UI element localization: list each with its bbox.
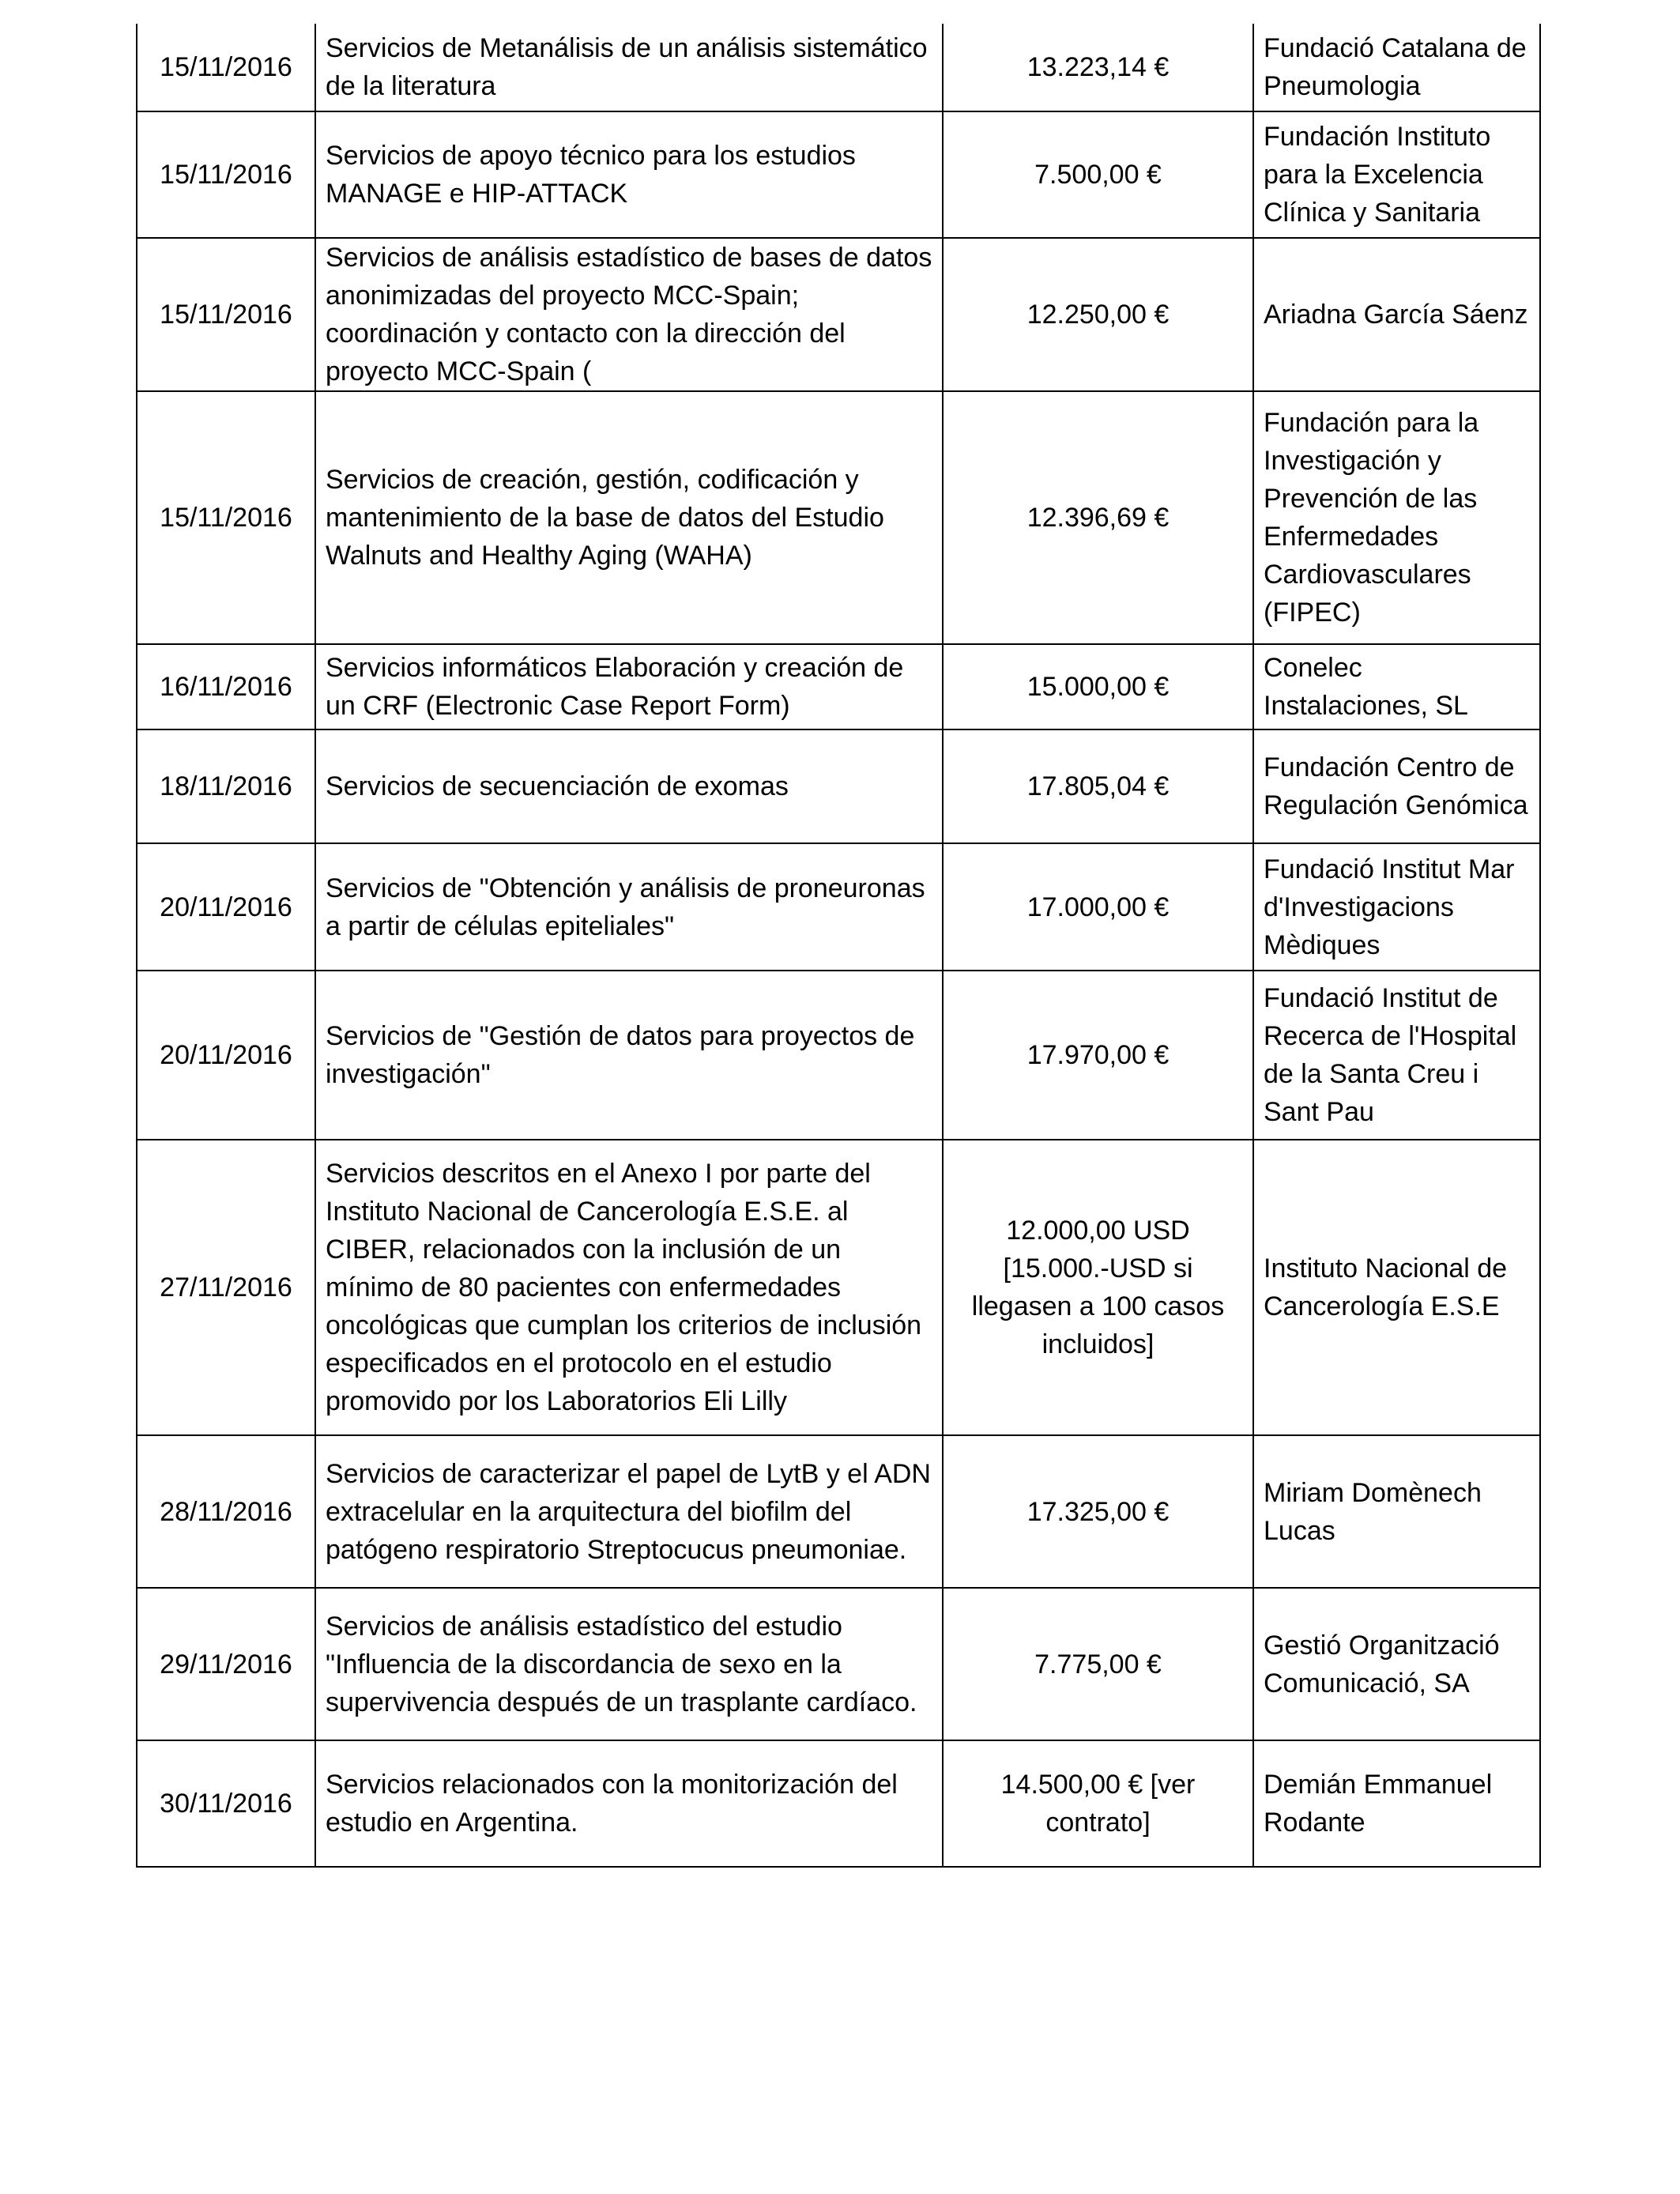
- provider-cell: Fundación Centro de Regulación Genómica: [1253, 729, 1540, 843]
- amount-cell: 12.000,00 USD [15.000.-USD si llegasen a 100 casos incluidos]: [943, 1140, 1253, 1435]
- date-cell: 20/11/2016: [137, 843, 315, 971]
- table-row: [137, 238, 1540, 391]
- amount-cell: 12.250,00 €: [943, 238, 1253, 391]
- provider-cell: Gestió Organització Comunicació, SA: [1253, 1588, 1540, 1740]
- description-cell: Servicios informáticos Elaboración y creación de un CRF (Electronic Case Report Form): [315, 644, 943, 729]
- date-cell: 15/11/2016: [137, 24, 315, 111]
- description-cell: Servicios descritos en el Anexo I por parte del Instituto Nacional de Cancerología E.S.E. al CIBER, relacionados con la inclusión de un mínimo de 80 pacientes con enfermedades oncológicas que cumplan los criterios de inclusión especificados en el protocolo en el estudio promovido por los Laboratorios Eli Lilly: [315, 1140, 943, 1435]
- description-cell: Servicios relacionados con la monitorización del estudio en Argentina.: [315, 1740, 943, 1867]
- description-cell: Servicios de análisis estadístico de bases de datos anonimizadas del proyecto MCC-Spain; coordinación y contacto con la dirección del proyecto MCC-Spain (: [315, 238, 943, 391]
- description-cell: Servicios de creación, gestión, codificación y mantenimiento de la base de datos del Estudio Walnuts and Healthy Aging (WAHA): [315, 391, 943, 644]
- date-cell: 15/11/2016: [137, 111, 315, 238]
- table-row: [137, 729, 1540, 843]
- date-cell: 27/11/2016: [137, 1140, 315, 1435]
- date-cell: 20/11/2016: [137, 971, 315, 1140]
- table-row: [137, 843, 1540, 971]
- amount-cell: 13.223,14 €: [943, 24, 1253, 111]
- provider-cell: Conelec Instalaciones, SL: [1253, 644, 1540, 729]
- table-row: [137, 1740, 1540, 1867]
- provider-cell: Fundació Catalana de Pneumologia: [1253, 24, 1540, 111]
- amount-cell: 7.500,00 €: [943, 111, 1253, 238]
- amount-cell: 17.325,00 €: [943, 1435, 1253, 1588]
- amount-cell: 14.500,00 € [ver contrato]: [943, 1740, 1253, 1867]
- amount-cell: 17.970,00 €: [943, 971, 1253, 1140]
- table-row: [137, 24, 1540, 111]
- description-cell: Servicios de análisis estadístico del estudio "Influencia de la discordancia de sexo en la supervivencia después de un trasplante cardíaco.: [315, 1588, 943, 1740]
- table-row: [137, 644, 1540, 729]
- provider-cell: Miriam Domènech Lucas: [1253, 1435, 1540, 1588]
- provider-cell: Fundació Institut de Recerca de l'Hospital de la Santa Creu i Sant Pau: [1253, 971, 1540, 1140]
- table-row: [137, 971, 1540, 1140]
- amount-cell: 12.396,69 €: [943, 391, 1253, 644]
- description-cell: Servicios de "Gestión de datos para proyectos de investigación": [315, 971, 943, 1140]
- amount-cell: 17.000,00 €: [943, 843, 1253, 971]
- table-row: [137, 1435, 1540, 1588]
- description-cell: Servicios de Metanálisis de un análisis sistemático de la literatura: [315, 24, 943, 111]
- date-cell: 15/11/2016: [137, 238, 315, 391]
- provider-cell: Fundació Institut Mar d'Investigacions Mèdiques: [1253, 843, 1540, 971]
- table-row: [137, 1588, 1540, 1740]
- date-cell: 28/11/2016: [137, 1435, 315, 1588]
- date-cell: 18/11/2016: [137, 729, 315, 843]
- description-cell: Servicios de caracterizar el papel de LytB y el ADN extracelular en la arquitectura del biofilm del patógeno respiratorio Streptocucus pneumoniae.: [315, 1435, 943, 1588]
- table-row: [137, 391, 1540, 644]
- provider-cell: Demián Emmanuel Rodante: [1253, 1740, 1540, 1867]
- provider-cell: Fundación para la Investigación y Prevención de las Enfermedades Cardiovasculares (FIPEC): [1253, 391, 1540, 644]
- table-row: [137, 111, 1540, 238]
- description-cell: Servicios de apoyo técnico para los estudios MANAGE e HIP-ATTACK: [315, 111, 943, 238]
- contracts-table: [136, 24, 1541, 1868]
- table-row: [137, 1140, 1540, 1435]
- description-cell: Servicios de secuenciación de exomas: [315, 729, 943, 843]
- amount-cell: 15.000,00 €: [943, 644, 1253, 729]
- provider-cell: Instituto Nacional de Cancerología E.S.E: [1253, 1140, 1540, 1435]
- date-cell: 16/11/2016: [137, 644, 315, 729]
- provider-cell: Ariadna García Sáenz: [1253, 238, 1540, 391]
- date-cell: 15/11/2016: [137, 391, 315, 644]
- description-cell: Servicios de "Obtención y análisis de proneuronas a partir de células epiteliales": [315, 843, 943, 971]
- amount-cell: 17.805,04 €: [943, 729, 1253, 843]
- provider-cell: Fundación Instituto para la Excelencia Clínica y Sanitaria: [1253, 111, 1540, 238]
- date-cell: 30/11/2016: [137, 1740, 315, 1867]
- date-cell: 29/11/2016: [137, 1588, 315, 1740]
- amount-cell: 7.775,00 €: [943, 1588, 1253, 1740]
